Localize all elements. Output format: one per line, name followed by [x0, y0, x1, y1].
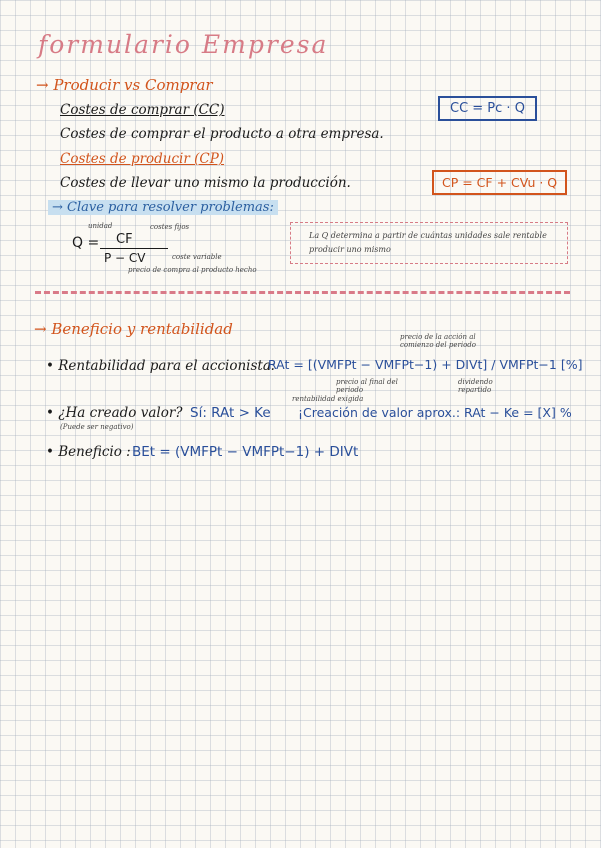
cc-label: Costes de comprar (CC) — [60, 102, 225, 118]
q-denominator: P − CV — [104, 251, 146, 265]
cc-description: Costes de comprar el producto a otra empresa. — [60, 126, 384, 142]
cc-formula-box: CC = Pc · Q — [438, 96, 537, 121]
q-numerator: CF — [116, 232, 133, 247]
fraction-bar — [100, 248, 168, 249]
clave-heading: → Clave para resolver problemas: — [48, 200, 278, 215]
q-symbol: Q = — [72, 235, 100, 251]
cp-label: Costes de producir (CP) — [60, 151, 225, 167]
annotation-costes-fijos: costes fijos — [150, 223, 190, 231]
rentabilidad-label: • Rentabilidad para el accionista: — [46, 358, 276, 374]
valor-creation: ¡Creación de valor aprox.: RAt − Ke = [X] % — [298, 405, 572, 420]
annotation-precio-compra: precio de compra al producto hecho — [128, 266, 257, 274]
section-heading-beneficio: → Beneficio y rentabilidad — [34, 320, 233, 338]
q-note-box: La Q determina a partir de cuántas unidades sale rentable producir uno mismo — [290, 222, 568, 264]
beneficio-formula: BEt = (VMFPt − VMFPt−1) + DIVt — [132, 444, 359, 460]
annotation-coste-variable: coste variable — [172, 253, 222, 261]
beneficio-label: • Beneficio : — [46, 444, 131, 460]
valor-label: • ¿Ha creado valor? — [46, 405, 183, 421]
page-title: formulario Empresa — [38, 30, 329, 59]
cp-formula-box: CP = CF + CVu · Q — [432, 170, 567, 195]
section-heading-producir-comprar: → Producir vs Comprar — [36, 76, 213, 94]
annotation-dividendo: dividendo repartido — [458, 378, 493, 394]
rentabilidad-formula: RAt = [(VMFPt − VMFPt−1) + DIVt] / VMFPt−1 [%] — [268, 357, 583, 372]
annotation-rentabilidad-exigida: rentabilidad exigida — [292, 395, 364, 403]
section-divider — [35, 291, 570, 294]
valor-note: (Puede ser negativo) — [60, 423, 134, 431]
annotation-unidad: unidad — [88, 222, 113, 230]
valor-answer: Sí: RAt > Ke — [190, 405, 271, 421]
annotation-precio-comienzo: precio de la acción al comienzo del periodo — [400, 333, 476, 349]
annotation-precio-final: precio al final del periodo — [336, 378, 398, 394]
cp-description: Costes de llevar uno mismo la producción. — [60, 175, 351, 191]
